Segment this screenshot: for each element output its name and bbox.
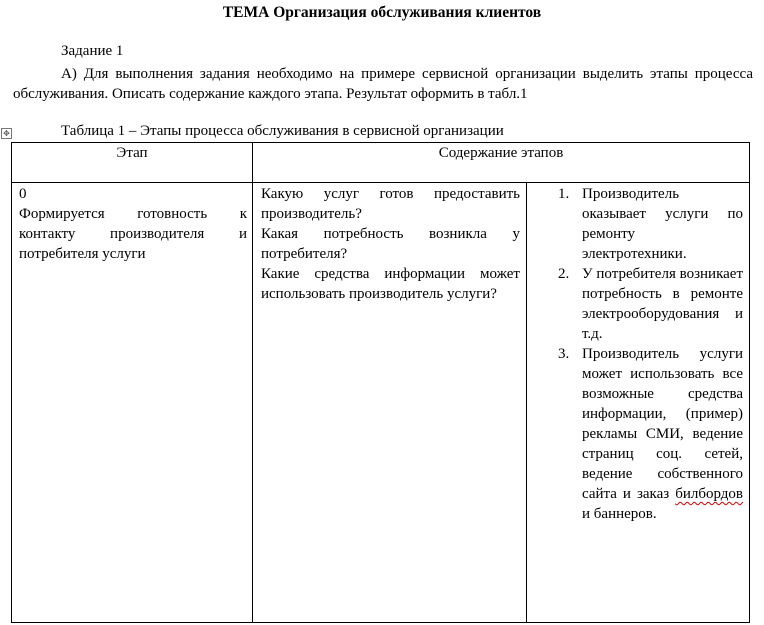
table-border-left: [11, 142, 12, 623]
table-column-divider: [252, 142, 253, 623]
content-list: [532, 184, 743, 524]
list-item: [532, 264, 743, 344]
document-title: ТЕМА Организация обслуживания клиентов: [222, 4, 542, 21]
stage-number: 0: [19, 186, 27, 202]
table-caption: Таблица 1 – Этапы процесса обслуживания в сервисной организации: [61, 123, 504, 139]
task-description: А) Для выполнения задания необходимо на примере сервисной организации выделить этапы процесса обслуживания. Описать содержание каждого этапа. Результат оформить в табл.1: [13, 66, 753, 102]
stage-name: Формируется готовность к контакту производителя и потребителя услуги: [19, 206, 247, 262]
list-item-text: [582, 346, 743, 522]
list-item-text-start: Производитель услуги может использовать все возможные средства информации, (пример) рекламы СМИ, ведение страниц соц. сетей, ведение собственного сайта и заказ: [582, 346, 743, 502]
list-item-text: Производитель оказывает услуги по ремонту электротехники.: [582, 186, 743, 262]
question-item: Какую услуг готов предоставить производитель?: [261, 186, 520, 222]
table-subcolumn-divider: [526, 182, 527, 623]
list-item-text: У потребителя возникает потребность в ремонте электрооборудования и т.д.: [582, 266, 743, 342]
list-item: [532, 184, 743, 264]
table-header-divider: [11, 182, 750, 183]
table-move-handle-icon[interactable]: ✥: [1, 128, 12, 139]
stage-cell: [19, 184, 247, 264]
spellcheck-flagged-word[interactable]: билбордов: [675, 486, 743, 502]
list-item-number: 2.: [558, 266, 570, 282]
task-number: Задание 1: [61, 43, 124, 59]
list-item: [532, 344, 743, 524]
header-content: Содержание этапов: [438, 145, 564, 161]
list-item-text-end: и баннеров.: [582, 506, 657, 522]
questions-cell: [261, 184, 520, 304]
question-item: Какие средства информации может использовать производитель услуги?: [261, 266, 520, 302]
header-stage: Этап: [116, 145, 148, 161]
list-item-number: 1.: [558, 186, 570, 202]
list-item-number: 3.: [558, 346, 570, 362]
table-border-right: [749, 142, 750, 623]
question-item: Какая потребность возникла у потребителя?: [261, 226, 520, 262]
table-border-bottom: [11, 622, 750, 623]
